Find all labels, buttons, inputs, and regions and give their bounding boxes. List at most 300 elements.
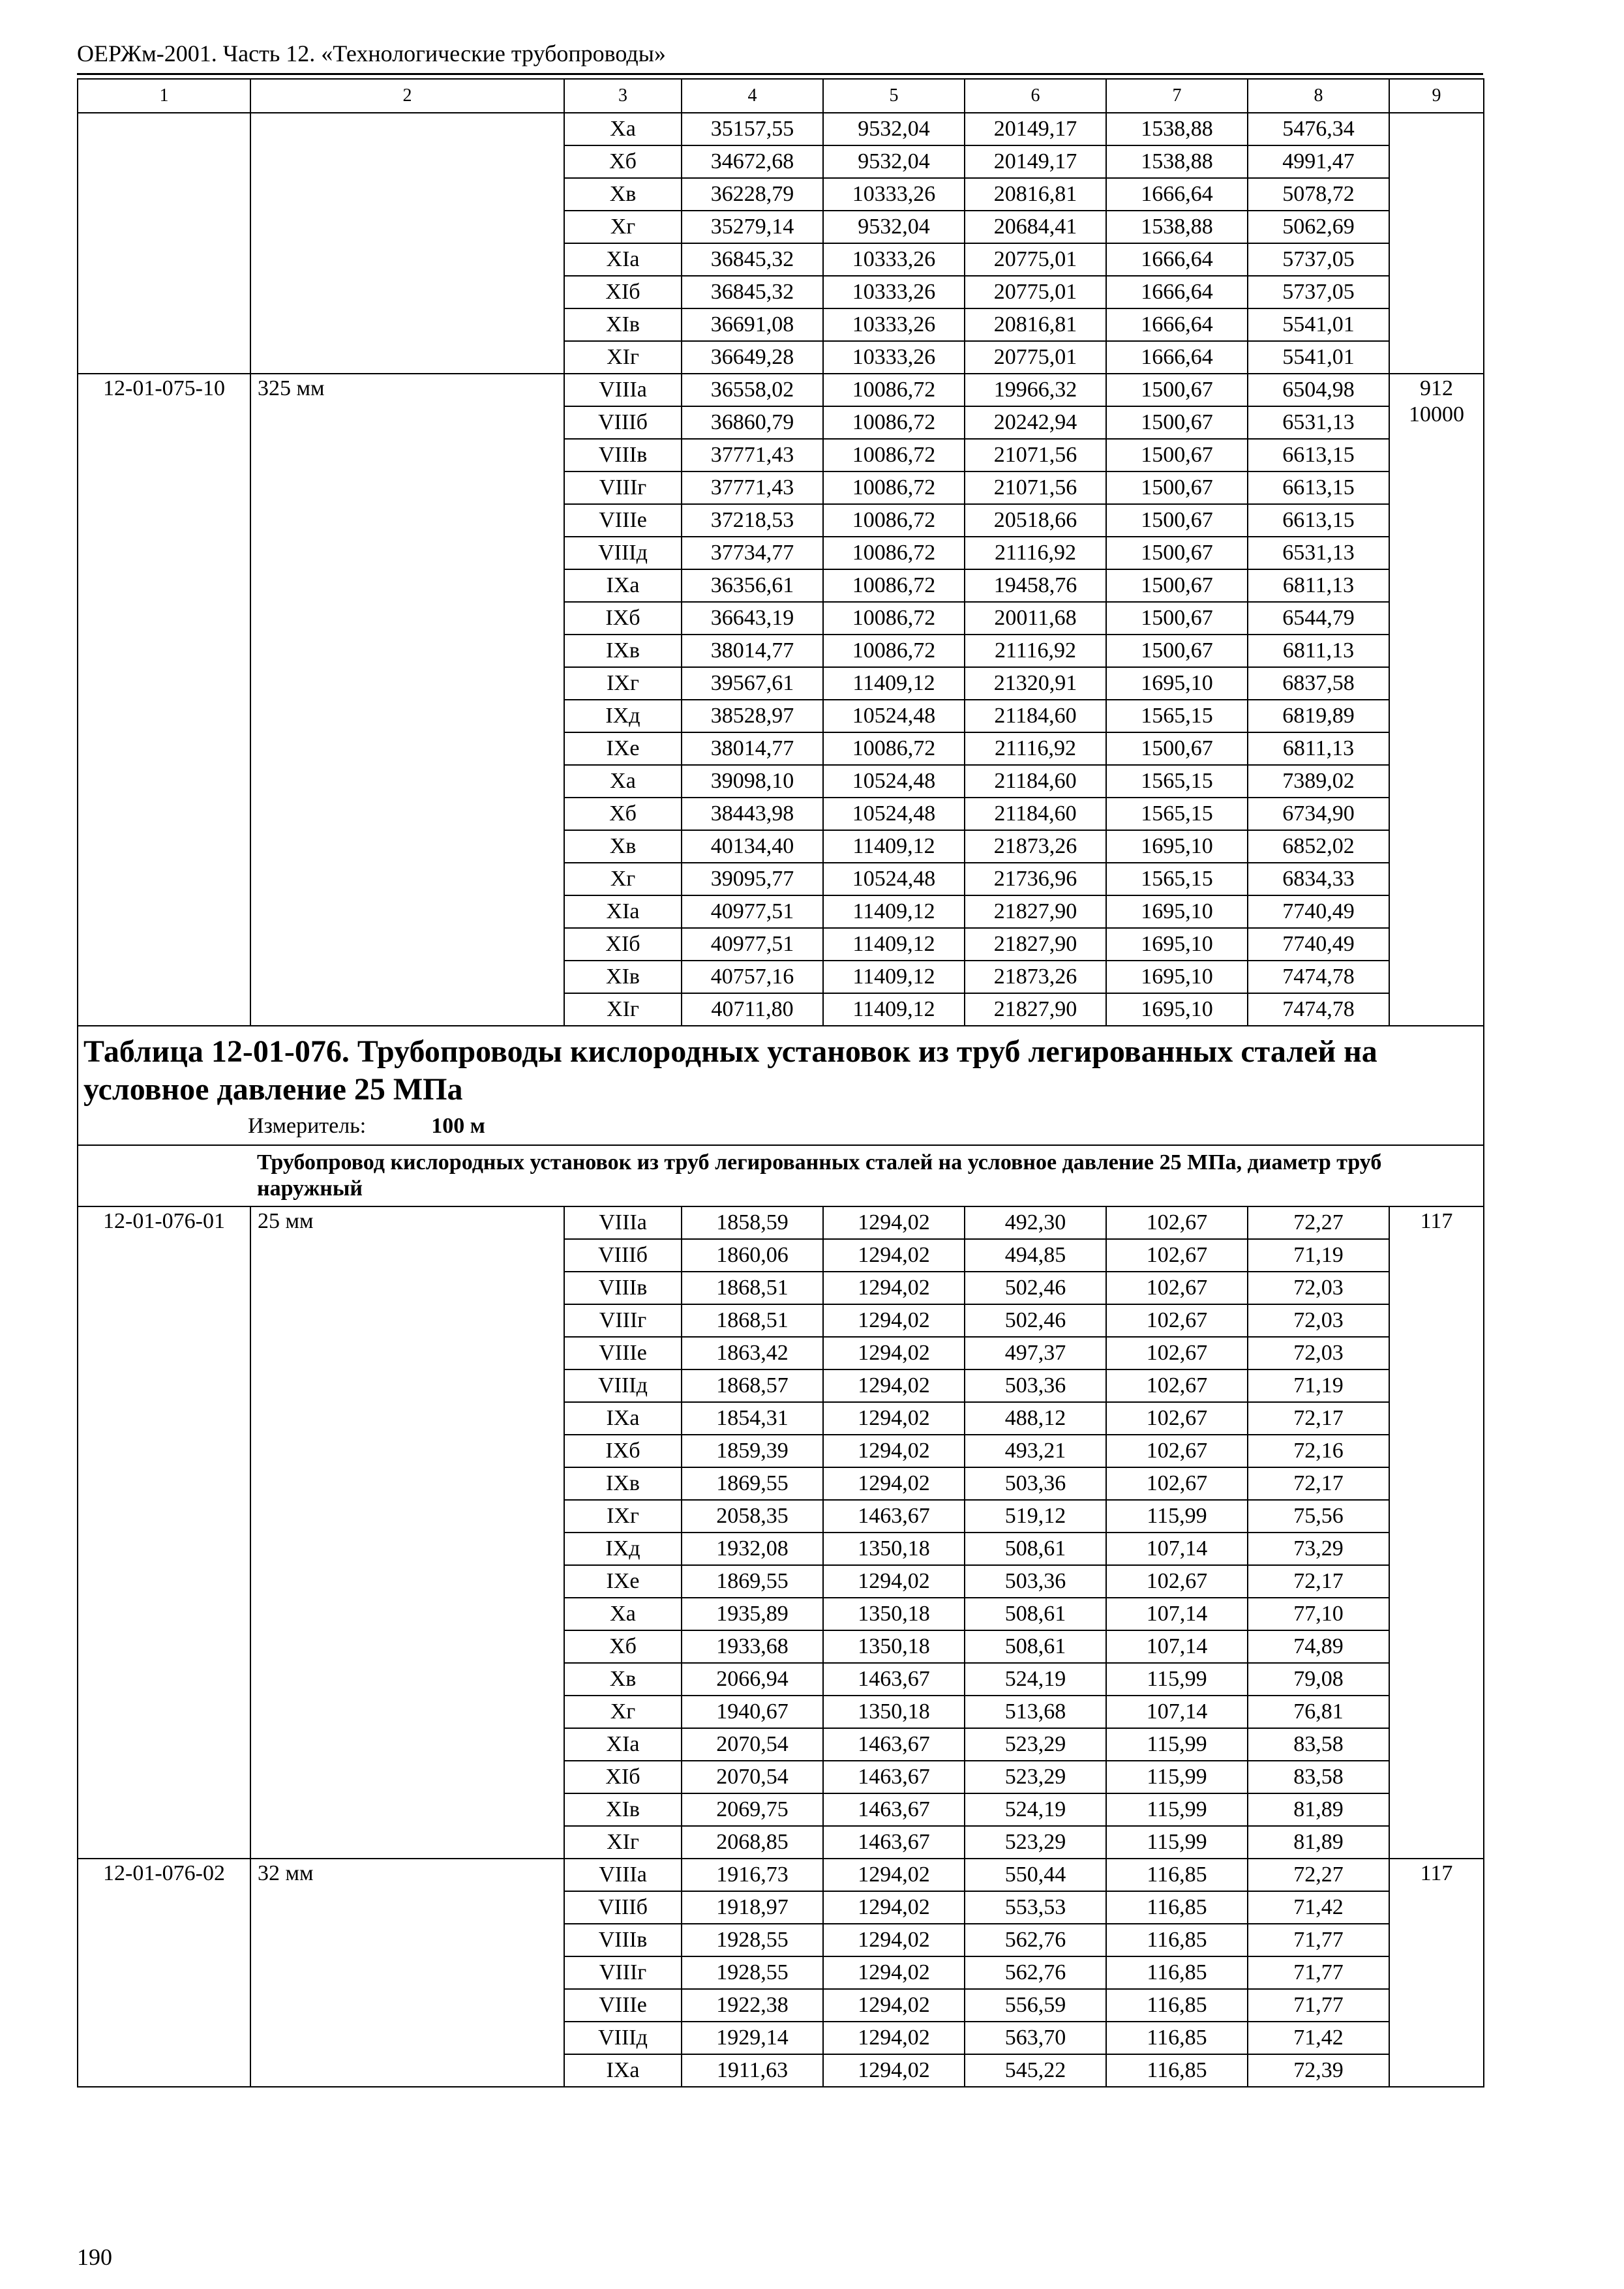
cost-value: 1928,55 xyxy=(682,1956,823,1989)
pressure-class: XIб xyxy=(564,1761,682,1793)
cost-value: 5541,01 xyxy=(1248,341,1389,374)
cost-value: 72,27 xyxy=(1248,1206,1389,1239)
cost-value: 1463,67 xyxy=(823,1663,965,1696)
cost-value: 6734,90 xyxy=(1248,798,1389,830)
cost-value: 20816,81 xyxy=(965,308,1106,341)
cost-value: 9532,04 xyxy=(823,211,965,243)
cost-value: 40977,51 xyxy=(682,895,823,928)
cost-value: 37218,53 xyxy=(682,504,823,537)
table-row xyxy=(78,1206,1484,1239)
pressure-class: VIIIв xyxy=(564,1924,682,1956)
cost-value: 1863,42 xyxy=(682,1337,823,1369)
pressure-class: IXд xyxy=(564,1533,682,1565)
cost-value: 21071,56 xyxy=(965,471,1106,504)
pressure-class: IXб xyxy=(564,602,682,635)
cost-value: 107,14 xyxy=(1106,1598,1248,1630)
pressure-class: VIIIa xyxy=(564,1206,682,1239)
cost-value: 1500,67 xyxy=(1106,537,1248,569)
cost-value: 1500,67 xyxy=(1106,635,1248,667)
cost-value: 1565,15 xyxy=(1106,863,1248,895)
column-number: 1 xyxy=(78,79,250,113)
pressure-class: IXг xyxy=(564,1500,682,1533)
cost-value: 1695,10 xyxy=(1106,961,1248,993)
cost-value: 6613,15 xyxy=(1248,504,1389,537)
cost-value: 35279,14 xyxy=(682,211,823,243)
cost-value: 79,08 xyxy=(1248,1663,1389,1696)
cost-value: 1565,15 xyxy=(1106,700,1248,732)
column-number: 9 xyxy=(1389,79,1484,113)
cost-value: 40711,80 xyxy=(682,993,823,1026)
cost-value: 1538,88 xyxy=(1106,113,1248,145)
cost-value: 20149,17 xyxy=(965,113,1106,145)
cost-value: 556,59 xyxy=(965,1989,1106,2022)
cost-value: 503,36 xyxy=(965,1369,1106,1402)
cost-value: 2066,94 xyxy=(682,1663,823,1696)
pressure-class: VIIIe xyxy=(564,1337,682,1369)
cost-value: 21184,60 xyxy=(965,700,1106,732)
cost-value: 107,14 xyxy=(1106,1696,1248,1728)
cost-value: 72,17 xyxy=(1248,1565,1389,1598)
cost-value: 20149,17 xyxy=(965,145,1106,178)
extra-values xyxy=(1389,1859,1484,2087)
cost-value: 519,12 xyxy=(965,1500,1106,1533)
pressure-class: XIб xyxy=(564,928,682,961)
cost-value: 36860,79 xyxy=(682,406,823,439)
cost-value: 20775,01 xyxy=(965,276,1106,308)
pipe-diameter: 32 мм xyxy=(250,1859,564,2087)
cost-value: 81,89 xyxy=(1248,1826,1389,1859)
pressure-class: IXe xyxy=(564,1565,682,1598)
cost-value: 10333,26 xyxy=(823,308,965,341)
cost-value: 5078,72 xyxy=(1248,178,1389,211)
column-number: 4 xyxy=(682,79,823,113)
cost-value: 72,39 xyxy=(1248,2054,1389,2087)
pressure-class: XIб xyxy=(564,276,682,308)
cost-value: 102,67 xyxy=(1106,1467,1248,1500)
cost-value: 39098,10 xyxy=(682,765,823,798)
cost-value: 9532,04 xyxy=(823,113,965,145)
cost-value: 524,19 xyxy=(965,1793,1106,1826)
pressure-class: VIIIб xyxy=(564,1891,682,1924)
cost-value: 71,19 xyxy=(1248,1239,1389,1272)
cost-value: 21116,92 xyxy=(965,635,1106,667)
cost-value: 40977,51 xyxy=(682,928,823,961)
cost-value: 72,03 xyxy=(1248,1272,1389,1304)
cost-value: 2070,54 xyxy=(682,1728,823,1761)
cost-value: 523,29 xyxy=(965,1761,1106,1793)
cost-value: 5062,69 xyxy=(1248,211,1389,243)
cost-value: 71,42 xyxy=(1248,1891,1389,1924)
column-number: 6 xyxy=(965,79,1106,113)
cost-value: 1294,02 xyxy=(823,1435,965,1467)
pressure-class: IXa xyxy=(564,569,682,602)
cost-value: 1868,51 xyxy=(682,1304,823,1337)
cost-value: 1500,67 xyxy=(1106,439,1248,471)
cost-value: 75,56 xyxy=(1248,1500,1389,1533)
cost-value: 6613,15 xyxy=(1248,439,1389,471)
pressure-class: VIIIв xyxy=(564,1272,682,1304)
cost-value: 1500,67 xyxy=(1106,504,1248,537)
cost-value: 102,67 xyxy=(1106,1369,1248,1402)
pressure-class: IXa xyxy=(564,1402,682,1435)
cost-value: 20242,94 xyxy=(965,406,1106,439)
measure-value: 100 м xyxy=(431,1113,485,1138)
cost-value: 11409,12 xyxy=(823,961,965,993)
pressure-class: Xв xyxy=(564,178,682,211)
cost-value: 1294,02 xyxy=(823,1859,965,1891)
cost-value: 38528,97 xyxy=(682,700,823,732)
cost-value: 562,76 xyxy=(965,1956,1106,1989)
cost-value: 5476,34 xyxy=(1248,113,1389,145)
cost-value: 74,89 xyxy=(1248,1630,1389,1663)
pressure-class: Xв xyxy=(564,830,682,863)
cost-value: 6613,15 xyxy=(1248,471,1389,504)
cost-value: 1868,57 xyxy=(682,1369,823,1402)
pressure-class: IXб xyxy=(564,1435,682,1467)
cost-value: 10333,26 xyxy=(823,178,965,211)
pressure-class: VIIIг xyxy=(564,1956,682,1989)
page-number: 190 xyxy=(77,2244,112,2270)
cost-value: 11409,12 xyxy=(823,667,965,700)
cost-value: 6811,13 xyxy=(1248,569,1389,602)
cost-value: 1695,10 xyxy=(1106,667,1248,700)
pressure-class: Xб xyxy=(564,1630,682,1663)
cost-value: 1565,15 xyxy=(1106,765,1248,798)
cost-value: 102,67 xyxy=(1106,1272,1248,1304)
cost-value: 10524,48 xyxy=(823,700,965,732)
measure-label: Измеритель: xyxy=(248,1113,367,1138)
pressure-class: Xв xyxy=(564,1663,682,1696)
cost-value: 1294,02 xyxy=(823,1402,965,1435)
cost-value: 73,29 xyxy=(1248,1533,1389,1565)
cost-value: 21827,90 xyxy=(965,993,1106,1026)
cost-value: 19458,76 xyxy=(965,569,1106,602)
table-row xyxy=(78,1859,1484,1891)
cost-value: 40134,40 xyxy=(682,830,823,863)
measure-row xyxy=(78,1111,1484,1145)
cost-value: 1935,89 xyxy=(682,1598,823,1630)
pressure-class: VIIIa xyxy=(564,374,682,406)
cost-value: 21071,56 xyxy=(965,439,1106,471)
pressure-class: VIIIд xyxy=(564,2022,682,2054)
pressure-class: VIIIв xyxy=(564,439,682,471)
cost-value: 34672,68 xyxy=(682,145,823,178)
cost-value: 1500,67 xyxy=(1106,569,1248,602)
pressure-class: Xб xyxy=(564,798,682,830)
cost-value: 2069,75 xyxy=(682,1793,823,1826)
section-title: Трубопровод кислородных установок из труб легированных сталей на условное давление 25 МПа, диаметр труб наружный xyxy=(250,1145,1484,1206)
cost-value: 72,03 xyxy=(1248,1304,1389,1337)
cost-value: 40757,16 xyxy=(682,961,823,993)
cost-value: 1695,10 xyxy=(1106,993,1248,1026)
cost-value: 1350,18 xyxy=(823,1630,965,1663)
cost-value: 11409,12 xyxy=(823,830,965,863)
cost-value: 10086,72 xyxy=(823,602,965,635)
extra-values xyxy=(1389,113,1484,374)
cost-value: 37771,43 xyxy=(682,439,823,471)
cost-value: 1350,18 xyxy=(823,1533,965,1565)
cost-value: 20775,01 xyxy=(965,243,1106,276)
cost-value: 488,12 xyxy=(965,1402,1106,1435)
cost-value: 10086,72 xyxy=(823,406,965,439)
pressure-class: XIa xyxy=(564,895,682,928)
cost-value: 1922,38 xyxy=(682,1989,823,2022)
pressure-class: XIг xyxy=(564,993,682,1026)
cost-value: 508,61 xyxy=(965,1630,1106,1663)
cost-value: 10524,48 xyxy=(823,863,965,895)
pressure-class: IXд xyxy=(564,700,682,732)
cost-value: 6544,79 xyxy=(1248,602,1389,635)
cost-value: 10086,72 xyxy=(823,732,965,765)
cost-value: 76,81 xyxy=(1248,1696,1389,1728)
cost-value: 71,19 xyxy=(1248,1369,1389,1402)
cost-value: 116,85 xyxy=(1106,1924,1248,1956)
cost-value: 102,67 xyxy=(1106,1206,1248,1239)
cost-value: 1565,15 xyxy=(1106,798,1248,830)
cost-value: 116,85 xyxy=(1106,2054,1248,2087)
pressure-class: XIa xyxy=(564,243,682,276)
rate-code: 12-01-076-01 xyxy=(78,1206,250,1859)
cost-value: 21184,60 xyxy=(965,798,1106,830)
header-rule xyxy=(77,73,1483,75)
cost-value: 11409,12 xyxy=(823,928,965,961)
column-number: 8 xyxy=(1248,79,1389,113)
cost-value: 1350,18 xyxy=(823,1598,965,1630)
cost-value: 492,30 xyxy=(965,1206,1106,1239)
pipe-diameter: 325 мм xyxy=(250,374,564,1026)
pipe-diameter-cell xyxy=(250,113,564,374)
column-number: 5 xyxy=(823,79,965,113)
cost-value: 6852,02 xyxy=(1248,830,1389,863)
cost-value: 72,27 xyxy=(1248,1859,1389,1891)
pressure-class: VIIIa xyxy=(564,1859,682,1891)
cost-value: 21827,90 xyxy=(965,895,1106,928)
pressure-class: VIIIe xyxy=(564,504,682,537)
cost-value: 1463,67 xyxy=(823,1728,965,1761)
cost-value: 107,14 xyxy=(1106,1630,1248,1663)
cost-value: 102,67 xyxy=(1106,1304,1248,1337)
cost-value: 36228,79 xyxy=(682,178,823,211)
pressure-class: Xг xyxy=(564,211,682,243)
cost-value: 497,37 xyxy=(965,1337,1106,1369)
cost-value: 72,03 xyxy=(1248,1337,1389,1369)
cost-value: 20816,81 xyxy=(965,178,1106,211)
cost-value: 107,14 xyxy=(1106,1533,1248,1565)
cost-value: 10086,72 xyxy=(823,374,965,406)
cost-value: 115,99 xyxy=(1106,1500,1248,1533)
cost-value: 1666,64 xyxy=(1106,243,1248,276)
cost-value: 2070,54 xyxy=(682,1761,823,1793)
rate-code: 12-01-076-02 xyxy=(78,1859,250,2087)
pressure-class: Xa xyxy=(564,765,682,798)
cost-value: 20775,01 xyxy=(965,341,1106,374)
cost-value: 1869,55 xyxy=(682,1467,823,1500)
cost-value: 19966,32 xyxy=(965,374,1106,406)
cost-value: 39567,61 xyxy=(682,667,823,700)
cost-value: 21116,92 xyxy=(965,537,1106,569)
cost-value: 1294,02 xyxy=(823,1369,965,1402)
cost-value: 10086,72 xyxy=(823,635,965,667)
cost-value: 10333,26 xyxy=(823,341,965,374)
extra-values xyxy=(1389,374,1484,1026)
cost-value: 10086,72 xyxy=(823,471,965,504)
cost-value: 1940,67 xyxy=(682,1696,823,1728)
cost-value: 1538,88 xyxy=(1106,145,1248,178)
column-number: 2 xyxy=(250,79,564,113)
pipe-diameter: 25 мм xyxy=(250,1206,564,1859)
cost-value: 1294,02 xyxy=(823,1239,965,1272)
cost-value: 1463,67 xyxy=(823,1500,965,1533)
extra-values xyxy=(1389,1206,1484,1859)
cost-value: 116,85 xyxy=(1106,1956,1248,1989)
cost-value: 10086,72 xyxy=(823,439,965,471)
column-number: 3 xyxy=(564,79,682,113)
cost-value: 21827,90 xyxy=(965,928,1106,961)
cost-value: 83,58 xyxy=(1248,1761,1389,1793)
cost-value: 115,99 xyxy=(1106,1761,1248,1793)
cost-value: 1666,64 xyxy=(1106,341,1248,374)
table-body xyxy=(78,79,1484,2087)
cost-value: 37734,77 xyxy=(682,537,823,569)
cost-value: 523,29 xyxy=(965,1826,1106,1859)
cost-value: 1294,02 xyxy=(823,1467,965,1500)
cost-value: 10333,26 xyxy=(823,276,965,308)
rates-table xyxy=(77,78,1484,2087)
cost-value: 72,17 xyxy=(1248,1402,1389,1435)
cost-value: 1858,59 xyxy=(682,1206,823,1239)
cost-value: 71,77 xyxy=(1248,1924,1389,1956)
cost-value: 493,21 xyxy=(965,1435,1106,1467)
column-number: 7 xyxy=(1106,79,1248,113)
cost-value: 35157,55 xyxy=(682,113,823,145)
cost-value: 36558,02 xyxy=(682,374,823,406)
section-spacer xyxy=(78,1145,250,1206)
cost-value: 508,61 xyxy=(965,1533,1106,1565)
cost-value: 115,99 xyxy=(1106,1728,1248,1761)
cost-value: 6811,13 xyxy=(1248,635,1389,667)
cost-value: 1500,67 xyxy=(1106,374,1248,406)
cost-value: 1500,67 xyxy=(1106,471,1248,504)
table-caption-row xyxy=(78,1026,1484,1111)
cost-value: 1695,10 xyxy=(1106,928,1248,961)
cost-value: 503,36 xyxy=(965,1467,1106,1500)
cost-value: 6531,13 xyxy=(1248,537,1389,569)
cost-value: 115,99 xyxy=(1106,1663,1248,1696)
cost-value: 550,44 xyxy=(965,1859,1106,1891)
cost-value: 1854,31 xyxy=(682,1402,823,1435)
cost-value: 545,22 xyxy=(965,2054,1106,2087)
cost-value: 1916,73 xyxy=(682,1859,823,1891)
cost-value: 102,67 xyxy=(1106,1565,1248,1598)
cost-value: 77,10 xyxy=(1248,1598,1389,1630)
cost-value: 7389,02 xyxy=(1248,765,1389,798)
pressure-class: IXв xyxy=(564,635,682,667)
cost-value: 1463,67 xyxy=(823,1761,965,1793)
extra-value: 10000 xyxy=(1409,402,1464,426)
cost-value: 1868,51 xyxy=(682,1272,823,1304)
section-row xyxy=(78,1145,1484,1206)
column-number-row xyxy=(78,79,1484,113)
cost-value: 21116,92 xyxy=(965,732,1106,765)
table-row xyxy=(78,374,1484,406)
pressure-class: Xa xyxy=(564,1598,682,1630)
pressure-class: VIIIб xyxy=(564,1239,682,1272)
pressure-class: XIв xyxy=(564,308,682,341)
cost-value: 71,77 xyxy=(1248,1956,1389,1989)
cost-value: 553,53 xyxy=(965,1891,1106,1924)
cost-value: 1294,02 xyxy=(823,1337,965,1369)
pressure-class: IXa xyxy=(564,2054,682,2087)
pressure-class: VIIIг xyxy=(564,1304,682,1337)
cost-value: 1500,67 xyxy=(1106,406,1248,439)
cost-value: 523,29 xyxy=(965,1728,1106,1761)
cost-value: 20011,68 xyxy=(965,602,1106,635)
rate-code-cell xyxy=(78,113,250,374)
cost-value: 10524,48 xyxy=(823,798,965,830)
cost-value: 21736,96 xyxy=(965,863,1106,895)
cost-value: 5737,05 xyxy=(1248,243,1389,276)
cost-value: 1463,67 xyxy=(823,1826,965,1859)
cost-value: 7740,49 xyxy=(1248,895,1389,928)
pressure-class: Xб xyxy=(564,145,682,178)
cost-value: 1666,64 xyxy=(1106,178,1248,211)
cost-value: 21184,60 xyxy=(965,765,1106,798)
cost-value: 1500,67 xyxy=(1106,602,1248,635)
cost-value: 7740,49 xyxy=(1248,928,1389,961)
cost-value: 37771,43 xyxy=(682,471,823,504)
cost-value: 1538,88 xyxy=(1106,211,1248,243)
cost-value: 5541,01 xyxy=(1248,308,1389,341)
measure-cell xyxy=(78,1111,1484,1145)
cost-value: 6504,98 xyxy=(1248,374,1389,406)
cost-value: 116,85 xyxy=(1106,1859,1248,1891)
cost-value: 6834,33 xyxy=(1248,863,1389,895)
cost-value: 116,85 xyxy=(1106,1989,1248,2022)
cost-value: 563,70 xyxy=(965,2022,1106,2054)
cost-value: 81,89 xyxy=(1248,1793,1389,1826)
cost-value: 20684,41 xyxy=(965,211,1106,243)
cost-value: 116,85 xyxy=(1106,1891,1248,1924)
cost-value: 10524,48 xyxy=(823,765,965,798)
cost-value: 1294,02 xyxy=(823,2022,965,2054)
cost-value: 1911,63 xyxy=(682,2054,823,2087)
cost-value: 71,77 xyxy=(1248,1989,1389,2022)
cost-value: 38443,98 xyxy=(682,798,823,830)
cost-value: 1929,14 xyxy=(682,2022,823,2054)
cost-value: 5737,05 xyxy=(1248,276,1389,308)
cost-value: 6837,58 xyxy=(1248,667,1389,700)
pressure-class: IXг xyxy=(564,667,682,700)
cost-value: 1860,06 xyxy=(682,1239,823,1272)
cost-value: 502,46 xyxy=(965,1272,1106,1304)
cost-value: 38014,77 xyxy=(682,732,823,765)
pressure-class: Xг xyxy=(564,863,682,895)
cost-value: 1294,02 xyxy=(823,1304,965,1337)
pressure-class: VIIIг xyxy=(564,471,682,504)
cost-value: 102,67 xyxy=(1106,1402,1248,1435)
cost-value: 1918,97 xyxy=(682,1891,823,1924)
extra-value: 117 xyxy=(1420,1861,1453,1885)
cost-value: 6819,89 xyxy=(1248,700,1389,732)
table-row xyxy=(78,113,1484,145)
cost-value: 102,67 xyxy=(1106,1435,1248,1467)
cost-value: 524,19 xyxy=(965,1663,1106,1696)
cost-value: 21320,91 xyxy=(965,667,1106,700)
cost-value: 36643,19 xyxy=(682,602,823,635)
cost-value: 115,99 xyxy=(1106,1826,1248,1859)
cost-value: 11409,12 xyxy=(823,993,965,1026)
pressure-class: XIв xyxy=(564,1793,682,1826)
